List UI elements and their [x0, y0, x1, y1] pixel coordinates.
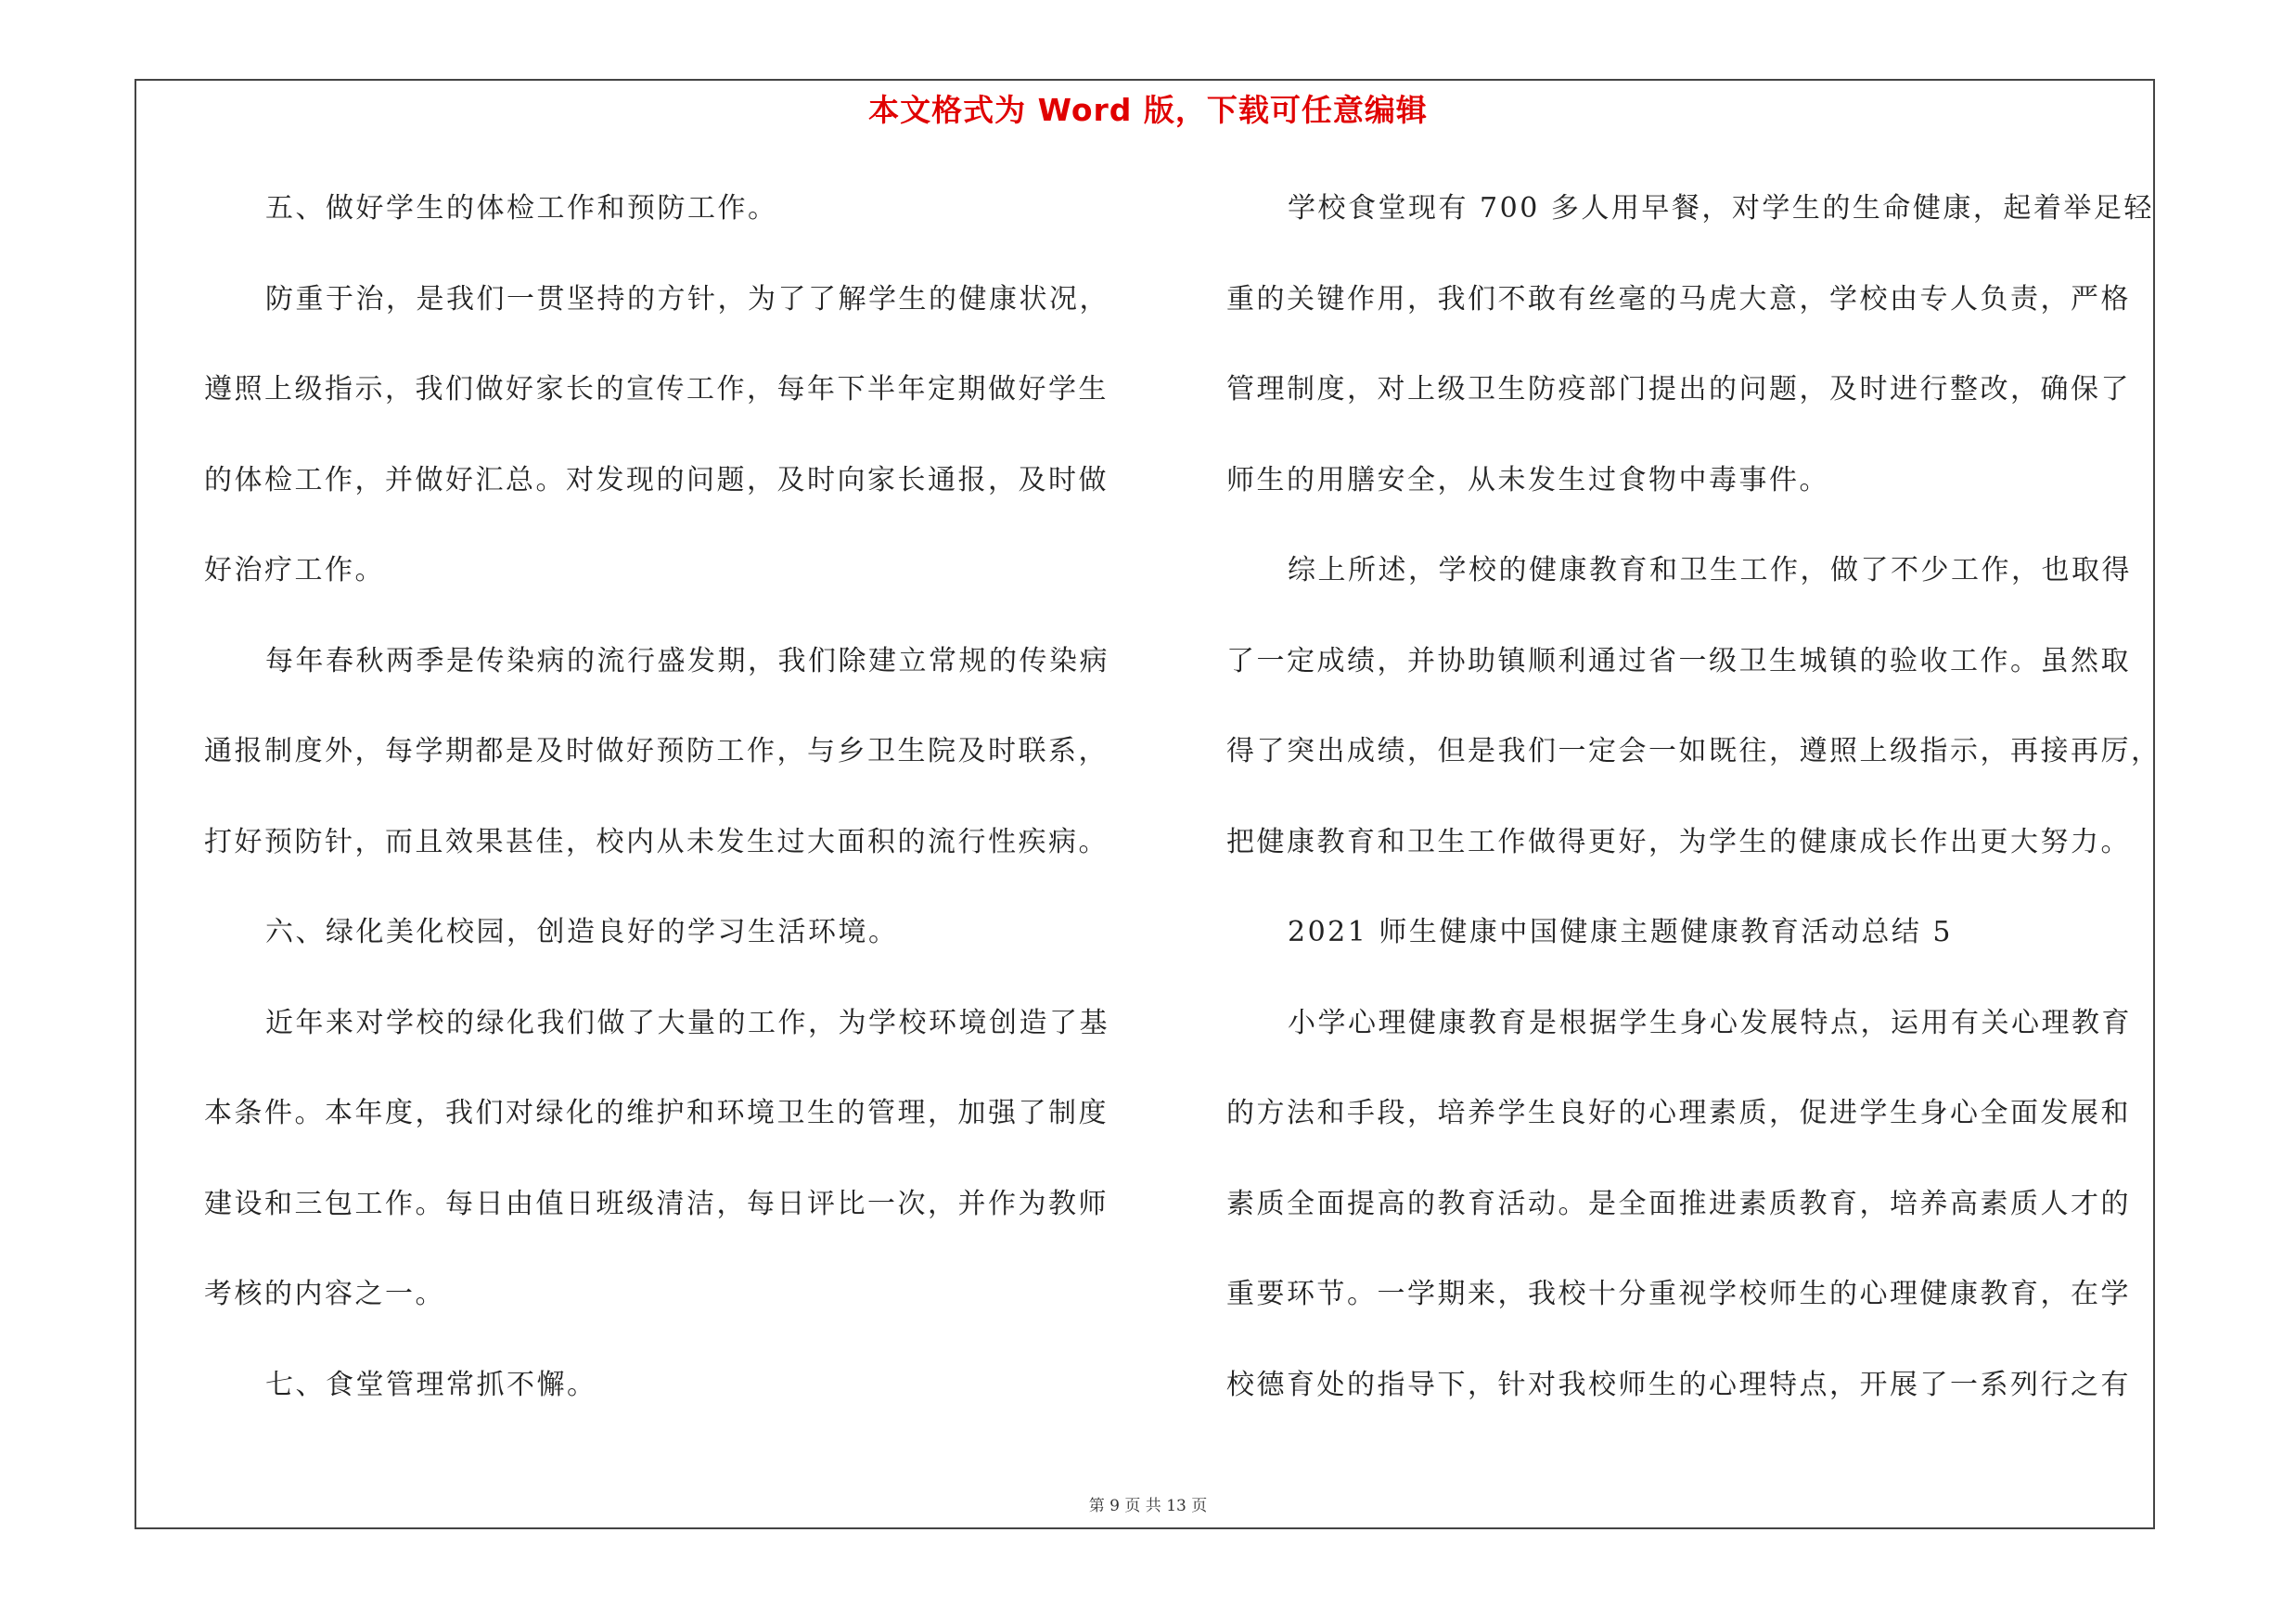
paragraph-line: 校德育处的指导下，针对我校师生的心理特点，开展了一系列行之有 — [1226, 1368, 2131, 1401]
paragraph-line: 好治疗工作。 — [204, 554, 385, 586]
paragraph-line: 通报制度外，每学期都是及时做好预防工作，与乡卫生院及时联系， — [204, 735, 1109, 767]
page-number-footer: 第 9 页 共 13 页 — [1088, 1497, 1208, 1515]
paragraph-line: 学校食堂现有 700 多人用早餐，对学生的生命健康，起着举足轻 — [1288, 192, 2154, 225]
paragraph-line: 本条件。本年度，我们对绿化的维护和环境卫生的管理，加强了制度 — [204, 1097, 1109, 1129]
paragraph-line: 管理制度，对上级卫生防疫部门提出的问题，及时进行整改，确保了 — [1226, 373, 2131, 406]
left-text-column — [204, 181, 1122, 1448]
paragraph-line: 遵照上级指示，我们做好家长的宣传工作，每年下半年定期做好学生 — [204, 373, 1109, 406]
paragraph-line: 得了突出成绩，但是我们一定会一如既往，遵照上级指示，再接再厉， — [1226, 735, 2161, 767]
paragraph-line: 重的关键作用，我们不敢有丝毫的马虎大意，学校由专人负责，严格 — [1226, 282, 2131, 316]
document-header-title: 本文格式为 Word 版，下载可任意编辑 — [868, 92, 1428, 128]
section-heading: 五、做好学生的体检工作和预防工作。 — [265, 192, 778, 225]
paragraph-line: 防重于治，是我们一贯坚持的方针，为了了解学生的健康状况， — [265, 282, 1110, 316]
paragraph-line: 重要环节。一学期来，我校十分重视学校师生的心理健康教育，在学 — [1226, 1278, 2131, 1310]
section-heading: 七、食堂管理常抓不懈。 — [265, 1368, 597, 1401]
paragraph-line: 考核的内容之一。 — [204, 1278, 445, 1310]
right-text-column — [1226, 181, 2161, 1448]
paragraph-line: 小学心理健康教育是根据学生身心发展特点，运用有关心理教育 — [1288, 1006, 2132, 1039]
paragraph-line: 的方法和手段，培养学生良好的心理素质，促进学生身心全面发展和 — [1226, 1097, 2131, 1129]
section-heading: 六、绿化美化校园，创造良好的学习生活环境。 — [265, 916, 899, 948]
paragraph-line: 综上所述，学校的健康教育和卫生工作，做了不少工作，也取得 — [1288, 554, 2132, 586]
paragraph-line: 把健康教育和卫生工作做得更好，为学生的健康成长作出更大努力。 — [1226, 825, 2131, 858]
paragraph-line: 建设和三包工作。每日由值日班级清洁，每日评比一次，并作为教师 — [204, 1187, 1109, 1220]
paragraph-line: 打好预防针，而且效果甚佳，校内从未发生过大面积的流行性疾病。 — [204, 825, 1109, 858]
paragraph-line: 师生的用膳安全，从未发生过食物中毒事件。 — [1226, 463, 1829, 496]
paragraph-line: 近年来对学校的绿化我们做了大量的工作，为学校环境创造了基 — [265, 1006, 1110, 1039]
paragraph-line: 的体检工作，并做好汇总。对发现的问题，及时向家长通报，及时做 — [204, 463, 1109, 496]
paragraph-line: 每年春秋两季是传染病的流行盛发期，我们除建立常规的传染病 — [265, 644, 1110, 677]
section-heading: 2021 师生健康中国健康主题健康教育活动总结 5 — [1288, 916, 1954, 948]
paragraph-line: 素质全面提高的教育活动。是全面推进素质教育，培养高素质人才的 — [1226, 1187, 2131, 1220]
paragraph-line: 了一定成绩，并协助镇顺利通过省一级卫生城镇的验收工作。虽然取 — [1226, 644, 2131, 677]
